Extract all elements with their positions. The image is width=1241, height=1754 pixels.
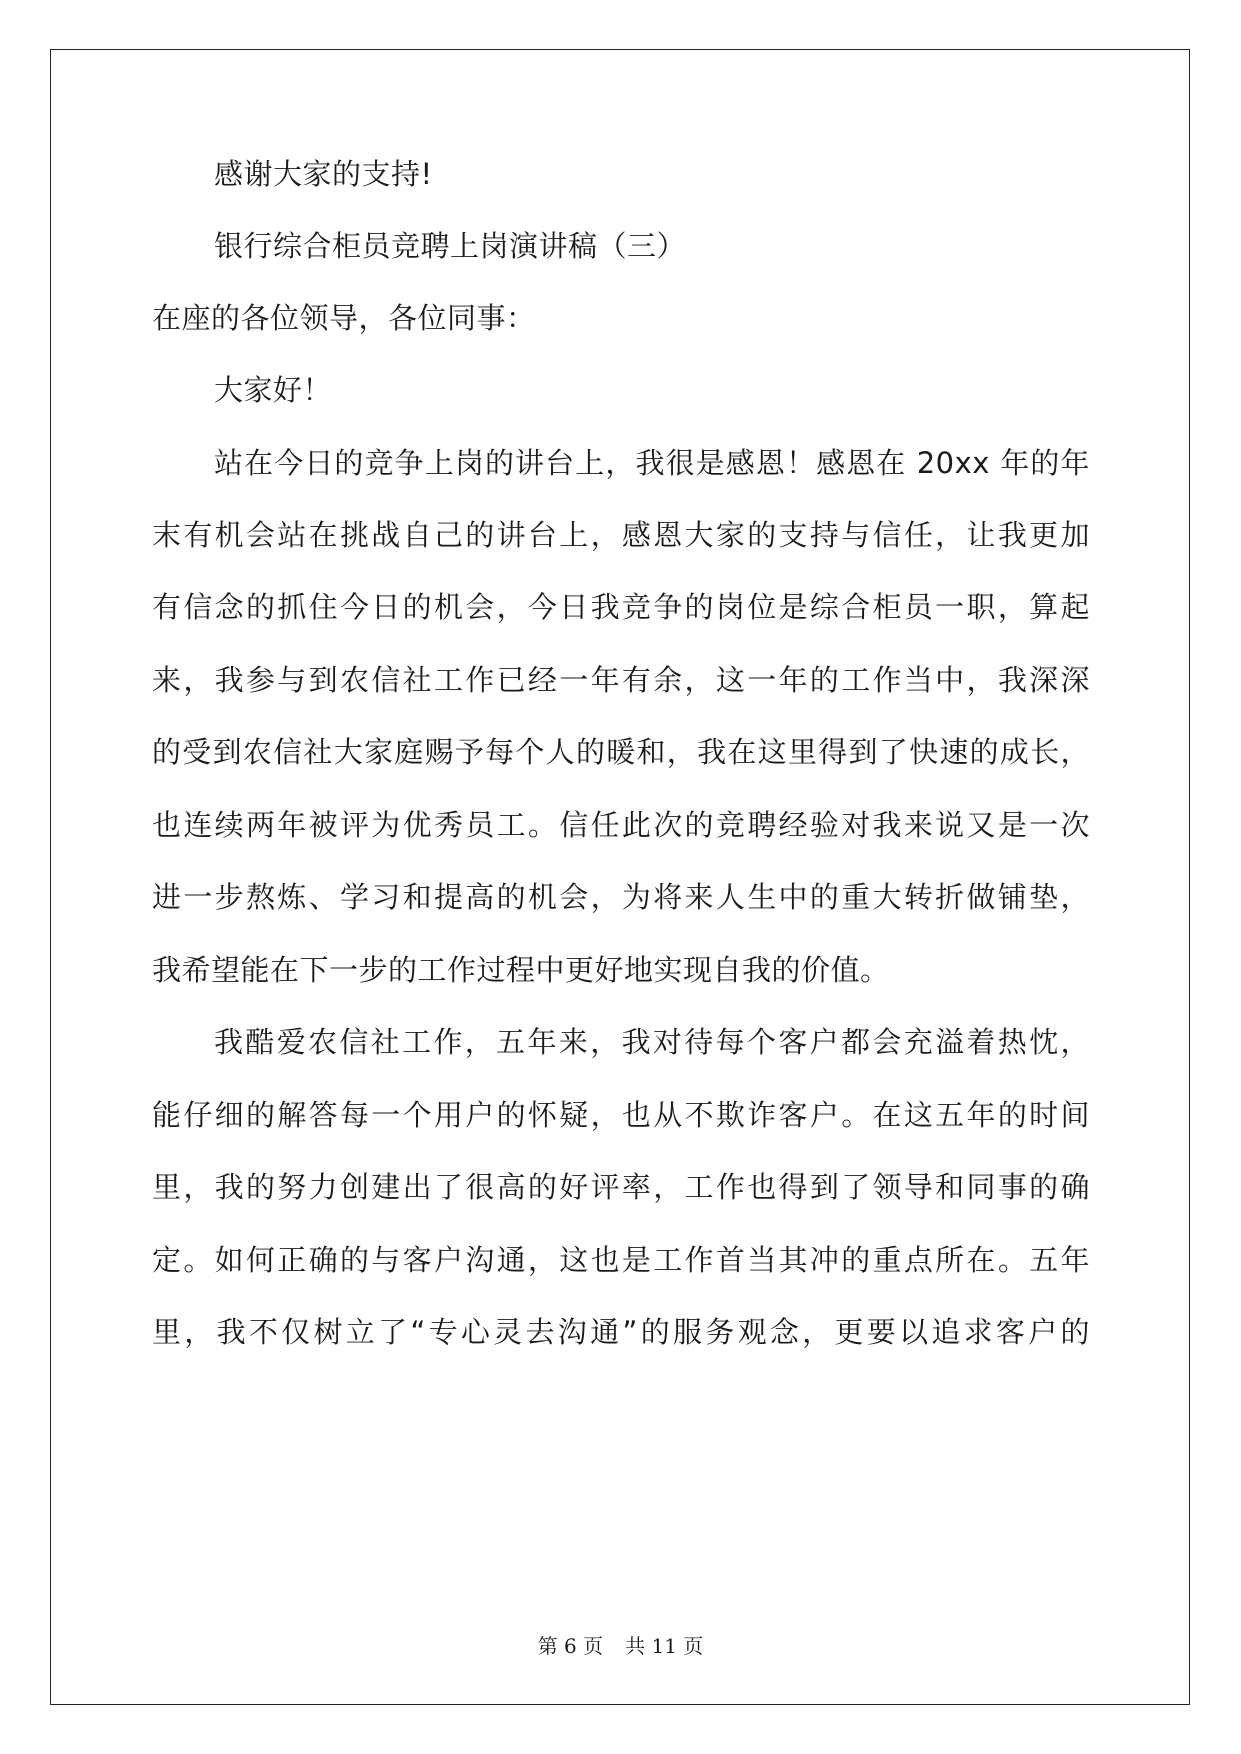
paragraph-line: 能仔细的解答每一个用户的怀疑，也从不欺诈客户。在这五年的时间 [152,1098,1090,1132]
paragraph-line: 里，我的努力创建出了很高的好评率，工作也得到了领导和同事的确 [152,1170,1090,1204]
text-line: 感谢大家的支持! [214,157,433,191]
paragraph-line: 也连续两年被评为优秀员工。信任此次的竞聘经验对我来说又是一次 [152,808,1090,842]
section-title: 银行综合柜员竞聘上岗演讲稿（三） [214,229,687,263]
paragraph-line: 里，我不仅树立了“专心灵去沟通”的服务观念，更要以追求客户的 [152,1315,1090,1349]
paragraph-line: 的受到农信社大家庭赐予每个人的暖和，我在这里得到了快速的成长， [152,735,1090,769]
paragraph-line: 我酷爱农信社工作，五年来，我对待每个客户都会充溢着热忱， [214,1025,1090,1059]
page-total: 共 11 页 [625,1634,704,1658]
greeting: 大家好！ [214,373,333,407]
page-number: 第 6 页 [537,1634,604,1658]
page-footer [0,1634,1241,1658]
paragraph-line: 站在今日的竞争上岗的讲台上，我很是感恩！感恩在 20xx 年的年 [214,446,1090,480]
paragraph-line: 来，我参与到农信社工作已经一年有余，这一年的工作当中，我深深 [152,663,1090,697]
paragraph-line: 进一步熬炼、学习和提高的机会，为将来人生中的重大转折做铺垫， [152,880,1090,914]
paragraph-line: 末有机会站在挑战自己的讲台上，感恩大家的支持与信任，让我更加 [152,518,1090,552]
salutation: 在座的各位领导，各位同事： [152,301,536,335]
paragraph-line: 有信念的抓住今日的机会，今日我竞争的岗位是综合柜员一职，算起 [152,590,1090,624]
paragraph-line: 定。如何正确的与客户沟通，这也是工作首当其冲的重点所在。五年 [152,1243,1090,1277]
paragraph-line: 我希望能在下一步的工作过程中更好地实现自我的价值。 [152,953,890,987]
